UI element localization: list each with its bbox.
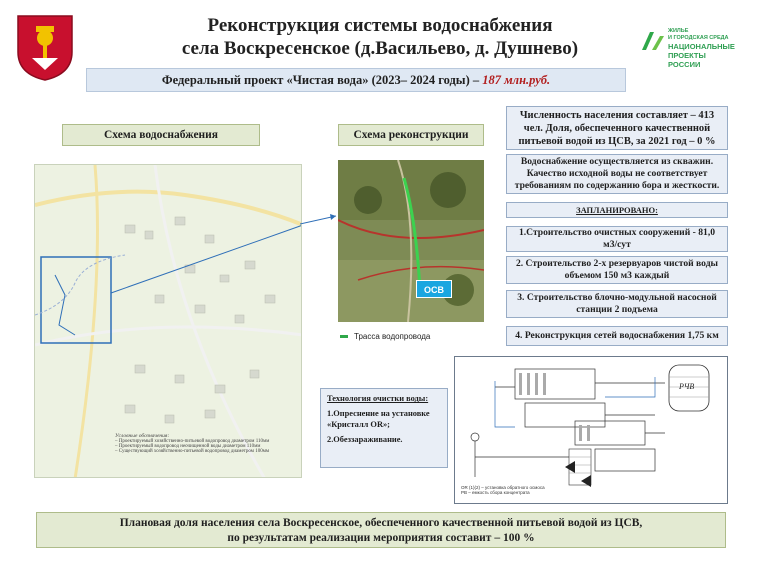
supply-scheme-map [34, 164, 302, 478]
map1-drawing [35, 165, 302, 478]
planned-item: 4. Реконструкция сетей водоснабжения 1,75 км [506, 326, 728, 346]
title-line-2: села Воскресенское (д.Васильево, д. Душнево) [181, 38, 579, 59]
population-info: Численность населения составляет – 413 чел. Доля, обеспеченного качественной питьевой водой из ЦСВ, за 2021 год – 0 % [506, 106, 728, 150]
planned-item: 1.Строительство очистных сооружений - 81,0 м3/сут [506, 226, 728, 252]
title-line-1: Реконструкция системы водоснабжения [207, 15, 553, 36]
diagram-notes [461, 485, 545, 495]
map2-drawing [338, 160, 484, 322]
national-projects-logo [640, 28, 740, 78]
planned-label: ЗАПЛАНИРОВАНО: [506, 202, 728, 218]
tech-step-1: 1.Опреснение на установке «Кристалл ОR»; [327, 409, 430, 429]
footer-line-2: по результатам реализации мероприятия составит – 100 % [227, 532, 535, 544]
coat-of-arms-logo [14, 12, 76, 82]
legend-title: Условные обозначения: [115, 433, 170, 439]
connector-arrow [300, 210, 340, 230]
map1-legend [115, 433, 269, 454]
tech-step-2: 2.Обеззараживание. [327, 435, 403, 444]
project-banner [86, 68, 626, 92]
planned-item: 3. Строительство блочно-модульной насосной станции 2 подъема [506, 290, 728, 318]
route-label: Трасса водопровода [354, 332, 431, 341]
logo-line-4: ПРОЕКТЫ [668, 51, 706, 60]
tech-heading: Технология очистки воды: [327, 394, 429, 403]
scheme-reconstruction-label: Схема реконструкции [338, 124, 484, 146]
project-amount: 187 млн.руб. [482, 73, 551, 87]
process-diagram [454, 356, 728, 504]
legend-item: – Существующий хозяйственно-питьевой водопровод диаметром 100мм [115, 449, 270, 454]
footer-summary [36, 512, 726, 548]
legend-item: – Проектируемый водопровод неочищенной воды диаметром 110мм [115, 444, 261, 449]
planned-item: 2. Строительство 2-х резервуаров чистой воды объемом 150 м3 каждый [506, 256, 728, 284]
logo-line-2: И ГОРОДСКАЯ СРЕДА [668, 35, 729, 41]
logo-line-3: НАЦИОНАЛЬНЫЕ [668, 42, 735, 51]
diagram-note-2: РВ – емкость сбора концентрата [461, 490, 530, 495]
legend-item: – Проектируемый хозяйственно-питьевой водопровод диаметром 110мм [115, 439, 270, 444]
route-swatch [340, 335, 348, 338]
logo-line-5: РОССИИ [668, 60, 701, 69]
osv-label: ОСВ [416, 280, 452, 298]
reconstruction-satellite-map [338, 160, 484, 322]
project-text: Федеральный проект «Чистая вода» (2023– 2024 годы) – [161, 73, 480, 87]
footer-line-1: Плановая доля населения села Воскресенское, обеспеченного качественной питьевой водой из ЦСВ, [119, 517, 643, 529]
treatment-technology-box [320, 388, 448, 468]
scheme-supply-label: Схема водоснабжения [62, 124, 260, 146]
logo-line-1: ЖИЛЬЕ [668, 28, 689, 34]
source-info: Водоснабжение осуществляется из скважин. Качество исходной воды не соответствует требованиям по содержанию бора и жесткости. [506, 154, 728, 194]
page-title [120, 14, 640, 60]
diagram-drawing [455, 357, 729, 505]
diagram-note-1: OR (1)(2) – установка обратного осмоса [461, 485, 545, 490]
tank-label: РЧВ [679, 382, 695, 391]
route-legend [340, 332, 430, 341]
